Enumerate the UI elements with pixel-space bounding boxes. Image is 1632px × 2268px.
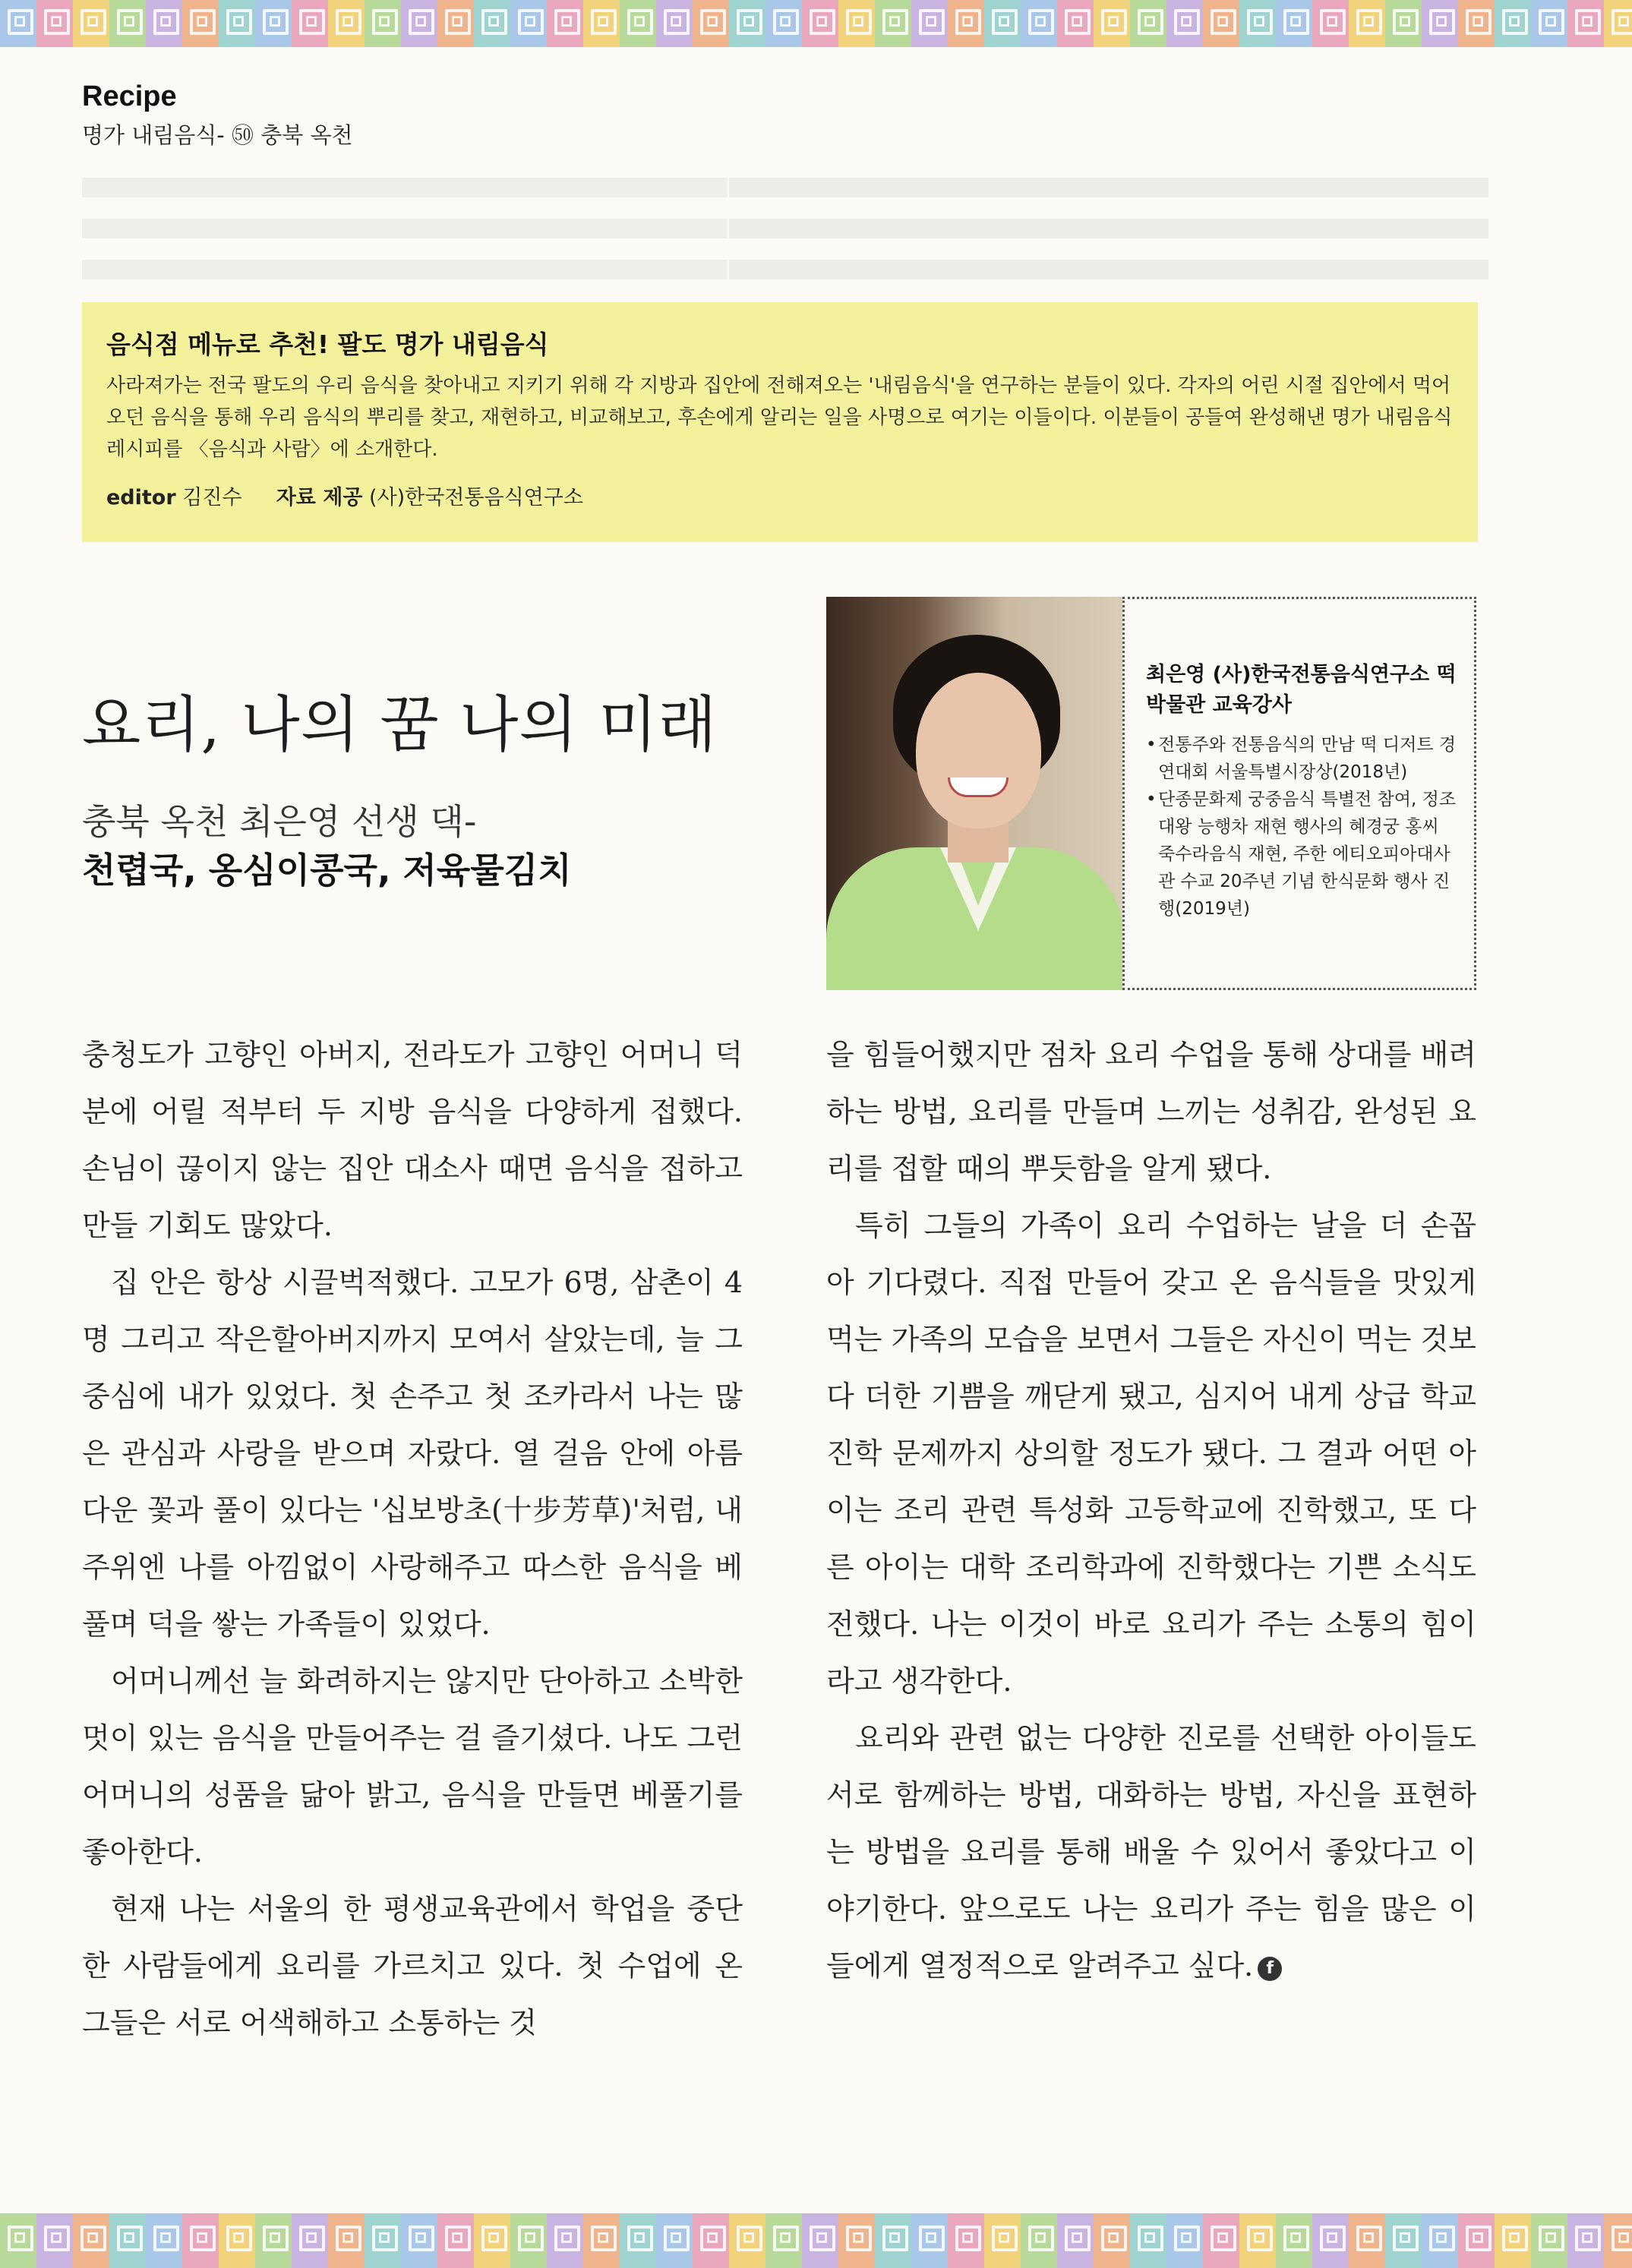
border-tile <box>474 0 510 47</box>
border-tile <box>984 2213 1021 2268</box>
border-tile <box>729 2213 765 2268</box>
body-paragraph: 을 힘들어했지만 점차 요리 수업을 통해 상대를 배려하는 방법, 요리를 만들며 느끼는 성취감, 완성된 요리를 접할 때의 뿌듯함을 알게 됐다. <box>826 1038 1476 1185</box>
border-tile <box>1531 2213 1567 2268</box>
border-tile <box>765 0 802 47</box>
border-tile <box>1531 0 1567 47</box>
border-tile <box>875 2213 911 2268</box>
border-tile <box>1057 2213 1094 2268</box>
article-subtitle: 충북 옥천 최은영 선생 댁- <box>82 801 477 842</box>
border-tile <box>401 2213 437 2268</box>
border-tile <box>583 0 620 47</box>
border-tile <box>1021 2213 1057 2268</box>
portrait-photo <box>826 597 1124 990</box>
border-tile <box>1021 0 1057 47</box>
border-tile <box>1567 2213 1604 2268</box>
border-tile <box>547 2213 583 2268</box>
border-tile <box>765 2213 802 2268</box>
border-tile <box>656 2213 693 2268</box>
border-tile <box>1604 2213 1632 2268</box>
border-tile <box>1495 2213 1531 2268</box>
border-tile <box>802 2213 838 2268</box>
border-tile <box>73 0 109 47</box>
border-tile <box>365 2213 401 2268</box>
border-tile <box>401 0 437 47</box>
border-tile <box>656 0 693 47</box>
bio-box <box>1122 597 1476 990</box>
border-tile <box>620 2213 656 2268</box>
body-paragraph: 충청도가 고향인 아버지, 전라도가 고향인 어머니 덕분에 어릴 적부터 두 지방 음식을 다양하게 접했다. 손님이 끊이지 않는 집안 대소사 때면 음식을 접하고 만들 기회도 많았다. <box>82 1038 743 1242</box>
border-tile <box>838 0 875 47</box>
border-tile <box>328 2213 365 2268</box>
border-tile <box>510 2213 547 2268</box>
border-tile <box>1203 0 1239 47</box>
border-tile <box>36 0 73 47</box>
bio-name: 최은영 (사)한국전통음식연구소 떡박물관 교육강사 <box>1146 663 1457 717</box>
border-tile <box>437 0 474 47</box>
border-tile <box>1166 2213 1203 2268</box>
border-tile <box>219 0 255 47</box>
border-tile <box>1385 0 1422 47</box>
border-tile <box>729 0 765 47</box>
border-tile <box>984 0 1021 47</box>
border-tile <box>1130 2213 1166 2268</box>
section-label: Recipe <box>82 80 177 112</box>
article-title: 요리, 나의 꿈 나의 미래 <box>82 689 718 760</box>
border-tile <box>1422 0 1458 47</box>
border-tile <box>182 0 219 47</box>
border-tile <box>948 2213 984 2268</box>
border-tile <box>1312 0 1349 47</box>
border-tile <box>1094 2213 1130 2268</box>
border-tile <box>0 0 36 47</box>
source-name: (사)한국전통음식연구소 <box>369 486 583 509</box>
border-tile <box>292 2213 328 2268</box>
intro-text: 사라져가는 전국 팔도의 우리 음식을 찾아내고 지키기 위해 각 지방과 집안에 전해져오는 '내림음식'을 연구하는 분들이 있다. 각자의 어린 시절 집안에서 먹어오던 음식을 통해 우리 음식의 뿌리를 찾고, 재현하고, 비교해보고, 후손에게 알리는 일을 사명으로 여기는 이들이다. 이분들이 공들여 완성해낸 명가 내림음식 레시피를 〈음식과 사람〉에 소개한다. <box>106 374 1453 461</box>
border-tile <box>1567 0 1604 47</box>
border-tile <box>109 0 146 47</box>
body-column-right <box>826 1027 1476 1995</box>
border-tile <box>1239 2213 1276 2268</box>
bio-item: • 단종문화제 궁중음식 특별전 참여, 정조대왕 능행차 재현 행사의 혜경궁 홍씨 죽수라음식 재현, 주한 에티오피아대사관 수교 20주년 기념 한식문화 행사 진행(2019년) <box>1146 786 1459 923</box>
body-paragraph: 현재 나는 서울의 한 평생교육관에서 학업을 중단한 사람들에게 요리를 가르치고 있다. 첫 수업에 온 그들은 서로 어색해하고 소통하는 것 <box>82 1892 743 2039</box>
border-tile <box>583 2213 620 2268</box>
border-tile <box>693 0 729 47</box>
top-pattern-border <box>0 0 1632 47</box>
border-tile <box>948 0 984 47</box>
border-tile <box>1604 0 1632 47</box>
border-tile <box>1203 2213 1239 2268</box>
border-tile <box>1057 0 1094 47</box>
border-tile <box>1130 0 1166 47</box>
border-tile <box>875 0 911 47</box>
show-through-text-left <box>82 167 728 281</box>
border-tile <box>1385 2213 1422 2268</box>
border-tile <box>1276 2213 1312 2268</box>
credits <box>106 481 1454 510</box>
body-column-left <box>82 1027 743 2052</box>
source-label: 자료 제공 <box>276 486 363 509</box>
border-tile <box>1349 0 1385 47</box>
border-tile <box>620 0 656 47</box>
body-paragraph: 어머니께선 늘 화려하지는 않지만 단아하고 소박한 멋이 있는 음식을 만들어주는 걸 즐기셨다. 나도 그런 어머니의 성품을 닮아 밝고, 음식을 만들면 베풀기를 좋아한다. <box>82 1664 743 1869</box>
end-mark-icon: f <box>1258 1957 1282 1981</box>
border-tile <box>1495 0 1531 47</box>
border-tile <box>0 2213 36 2268</box>
border-tile <box>328 0 365 47</box>
border-tile <box>1239 0 1276 47</box>
series-label: 명가 내림음식- ㊿ 충북 옥천 <box>82 122 353 148</box>
border-tile <box>182 2213 219 2268</box>
border-tile <box>510 0 547 47</box>
bottom-pattern-border <box>0 2213 1632 2268</box>
intro-box <box>82 302 1478 542</box>
border-tile <box>292 0 328 47</box>
border-tile <box>474 2213 510 2268</box>
border-tile <box>36 2213 73 2268</box>
border-tile <box>911 0 948 47</box>
body-paragraph-text: 요리와 관련 없는 다양한 진로를 선택한 아이들도 서로 함께하는 방법, 대화하는 방법, 자신을 표현하는 방법을 요리를 통해 배울 수 있어서 좋았다고 이야기한다. 앞으로도 나는 요리가 주는 힘을 많은 이들에게 열정적으로 알려주고 싶다. <box>826 1721 1476 1983</box>
show-through-text <box>729 167 1488 296</box>
border-tile <box>547 0 583 47</box>
border-tile <box>255 2213 292 2268</box>
border-tile <box>838 2213 875 2268</box>
border-tile <box>1276 0 1312 47</box>
border-tile <box>802 0 838 47</box>
border-tile <box>437 2213 474 2268</box>
body-paragraph: 특히 그들의 가족이 요리 수업하는 날을 더 손꼽아 기다렸다. 직접 만들어 갖고 온 음식들을 맛있게 먹는 가족의 모습을 보면서 그들은 자신이 먹는 것보다 더한 기쁨을 깨닫게 됐고, 심지어 내게 상급 학교 진학 문제까지 상의할 정도가 됐다. 그 결과 어떤 아이는 조리 관련 특성화 고등학교에 진학했고, 또 다른 아이는 대학 조리학과에 진학했다는 기쁜 소식도 전했다. 나는 이것이 바로 요리가 주는 소통의 힘이라고 생각한다. <box>826 1209 1476 1698</box>
border-tile <box>255 0 292 47</box>
border-tile <box>219 2213 255 2268</box>
border-tile <box>1349 2213 1385 2268</box>
article-dishes: 천렵국, 옹심이콩국, 저육물김치 <box>82 850 572 891</box>
border-tile <box>146 2213 182 2268</box>
border-tile <box>1458 0 1495 47</box>
bio-list <box>1146 731 1459 923</box>
editor-label: editor <box>106 486 176 509</box>
border-tile <box>73 2213 109 2268</box>
border-tile <box>109 2213 146 2268</box>
border-tile <box>911 2213 948 2268</box>
editor-name: 김진수 <box>182 486 242 509</box>
border-tile <box>1166 0 1203 47</box>
border-tile <box>1312 2213 1349 2268</box>
border-tile <box>1458 2213 1495 2268</box>
border-tile <box>365 0 401 47</box>
bio-item: • 전통주와 전통음식의 만남 떡 디저트 경연대회 서울특별시장상(2018년) <box>1146 731 1459 786</box>
body-paragraph: 집 안은 항상 시끌벅적했다. 고모가 6명, 삼촌이 4명 그리고 작은할아버지까지 모여서 살았는데, 늘 그 중심에 내가 있었다. 첫 손주고 첫 조카라서 나는 많은 관심과 사랑을 받으며 자랐다. 열 걸음 안에 아름다운 꽃과 풀이 있다는 '십보방초(十步芳草)'처럼, 내 주위엔 나를 아낌없이 사랑해주고 따스한 음식을 베풀며 덕을 쌓는 가족들이 있었다. <box>82 1266 743 1641</box>
border-tile <box>1422 2213 1458 2268</box>
border-tile <box>1094 0 1130 47</box>
body-paragraph <box>826 1710 1476 1995</box>
border-tile <box>693 2213 729 2268</box>
intro-heading: 음식점 메뉴로 추천! 팔도 명가 내림음식 <box>106 330 549 359</box>
border-tile <box>146 0 182 47</box>
